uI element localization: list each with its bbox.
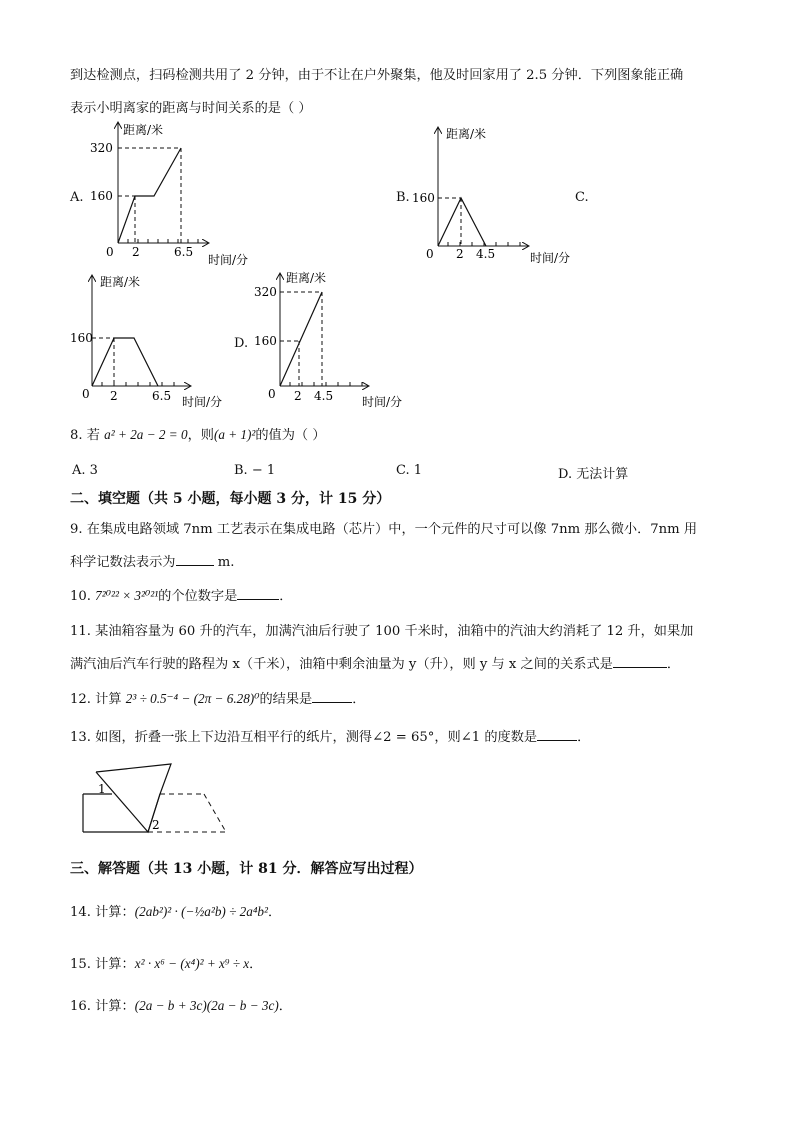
q9-text-line1: 9. 在集成电路领域 7nm 工艺表示在集成电路（芯片）中，一个元件的尺寸可以像 7nm 那么微小．7nm 用 xyxy=(70,522,698,537)
graph-b-x-label: 时间/分 xyxy=(530,251,571,265)
q13-body: 13. 如图，折叠一张上下边沿互相平行的纸片，测得∠2 = 65°，则∠1 的度数是 xyxy=(70,730,538,745)
section-2-heading: 二、填空题（共 5 小题，每小题 3 分，计 15 分） xyxy=(70,491,391,507)
q7-option-c-label: C. xyxy=(575,190,589,205)
q8-expression: (a + 1)² xyxy=(213,427,256,442)
q7-text-line1: 到达检测点，扫码检测共用了 2 分钟，由于不让在户外聚集，他及时回家用了 2.5 分钟．下列图象能正确 xyxy=(70,68,684,83)
angle-2-label: 2 xyxy=(152,818,160,832)
graph-c-origin: 0 xyxy=(82,387,90,401)
graph-d-origin: 0 xyxy=(268,387,276,401)
q11-text-line1: 11. 某油箱容量为 60 升的汽车，加满汽油后行驶了 100 千米时，油箱中的汽油大约消耗了 12 升，如果加 xyxy=(70,624,694,639)
q8-option-c: C. 1 xyxy=(396,463,423,478)
q13-answer-blank[interactable] xyxy=(537,726,577,741)
q7-option-a-label: A. xyxy=(70,190,84,205)
q10-answer-blank[interactable] xyxy=(237,585,279,600)
q9-answer-blank[interactable] xyxy=(176,551,214,566)
graph-c-x-label: 时间/分 xyxy=(182,395,223,409)
graph-a-tick-160: 160 xyxy=(90,189,113,203)
q10-expression: 7²⁰²² × 3²⁰²¹ xyxy=(95,588,159,603)
q14-end: ． xyxy=(267,905,282,920)
graph-a-tick-2: 2 xyxy=(132,245,140,259)
q16-expression: (2a − b + 3c)(2a − b − 3c) xyxy=(134,998,279,1013)
q12-post: 的结果是 xyxy=(259,692,313,707)
q10-prefix: 10. xyxy=(70,589,96,604)
q10-text xyxy=(70,585,292,607)
graph-a-tick-320: 320 xyxy=(90,141,113,155)
q12-answer-blank[interactable] xyxy=(312,688,352,703)
graph-c-tick-65: 6.5 xyxy=(152,389,172,403)
q13-text xyxy=(70,726,590,748)
q11-end: ． xyxy=(666,657,681,672)
graph-d-tick-2: 2 xyxy=(294,389,302,403)
q11-answer-blank[interactable] xyxy=(613,653,667,668)
section-3-heading: 三、解答题（共 13 小题，计 81 分．解答应写出过程） xyxy=(70,861,423,877)
q9-text-line2 xyxy=(70,551,234,573)
q8-tail: 的值为（ ） xyxy=(255,428,326,443)
q9-unit: m. xyxy=(213,555,235,570)
q8-equation: a² + 2a − 2 = 0 xyxy=(104,427,188,442)
graph-b-y-label: 距离/米 xyxy=(446,127,487,141)
graph-a-origin: 0 xyxy=(106,245,114,259)
q15-end: ． xyxy=(249,957,263,972)
graph-d-x-label: 时间/分 xyxy=(362,395,403,409)
graph-b-line xyxy=(438,198,486,246)
graph-d-tick-45: 4.5 xyxy=(314,389,334,403)
q12-expression: 2³ ÷ 0.5⁻⁴ − (2π − 6.28)⁰ xyxy=(125,691,260,706)
folded-flap xyxy=(96,764,171,832)
q15-text xyxy=(70,954,262,975)
q8-prefix: 8. 若 xyxy=(70,428,100,443)
graph-d-tick-160: 160 xyxy=(254,334,277,348)
q7-option-d-label: D. xyxy=(234,336,249,351)
q12-text xyxy=(70,688,365,710)
q7-text-line2: 表示小明离家的距离与时间关系的是（ ） xyxy=(70,101,312,116)
graph-d-tick-320: 320 xyxy=(254,285,277,299)
graph-c xyxy=(68,270,248,410)
q11-text-line2 xyxy=(70,653,680,675)
q8-option-a: A. 3 xyxy=(72,463,98,478)
folded-paper-figure xyxy=(76,760,236,840)
graph-a-x-label: 时间/分 xyxy=(208,253,249,267)
q8-option-b: B. − 1 xyxy=(234,463,276,478)
q12-end: ． xyxy=(352,692,366,707)
q16-text xyxy=(70,996,292,1017)
q9-line2-text: 科学记数法表示为 xyxy=(70,555,176,570)
graph-b xyxy=(410,122,580,272)
q8-text xyxy=(70,425,326,446)
graph-a xyxy=(88,118,268,278)
q13-end: ． xyxy=(577,730,591,745)
graph-b-tick-45: 4.5 xyxy=(476,247,496,261)
q14-text xyxy=(70,902,281,923)
q8-mid: ，则 xyxy=(187,428,214,443)
q15-expression: x² · x⁶ − (x⁴)² + x⁹ ÷ x xyxy=(134,956,250,971)
q14-prefix: 14. 计算： xyxy=(70,905,135,920)
graph-d xyxy=(252,266,422,412)
q11-line2-text: 满汽油后汽车行驶的路程为 x（千米），油箱中剩余油量为 y（升），则 y 与 x 之间的关系式是 xyxy=(70,657,613,672)
graph-c-y-label: 距离/米 xyxy=(100,275,141,289)
q16-end: ． xyxy=(278,999,292,1014)
q14-expression: (2ab²)² · (−½a²b) ÷ 2a⁴b² xyxy=(134,904,268,919)
graph-a-tick-65: 6.5 xyxy=(174,245,194,259)
q7-option-b-label: B. xyxy=(396,190,410,205)
graph-b-origin: 0 xyxy=(426,247,434,261)
graph-a-y-label: 距离/米 xyxy=(123,123,164,137)
graph-c-tick-2: 2 xyxy=(110,389,118,403)
q10-post: 的个位数字是 xyxy=(158,589,238,604)
graph-c-tick-160: 160 xyxy=(70,331,93,345)
q8-option-d: D. 无法计算 xyxy=(558,467,629,482)
graph-b-tick-2: 2 xyxy=(456,247,464,261)
q12-prefix: 12. 计算 xyxy=(70,692,126,707)
q16-prefix: 16. 计算： xyxy=(70,999,135,1014)
graph-d-line xyxy=(280,292,322,386)
graph-b-tick-160: 160 xyxy=(412,191,435,205)
graph-d-y-label: 距离/米 xyxy=(286,271,327,285)
q10-end: ． xyxy=(279,589,293,604)
angle-1-label: 1 xyxy=(98,782,106,796)
graph-c-line xyxy=(92,338,158,386)
q15-prefix: 15. 计算： xyxy=(70,957,135,972)
